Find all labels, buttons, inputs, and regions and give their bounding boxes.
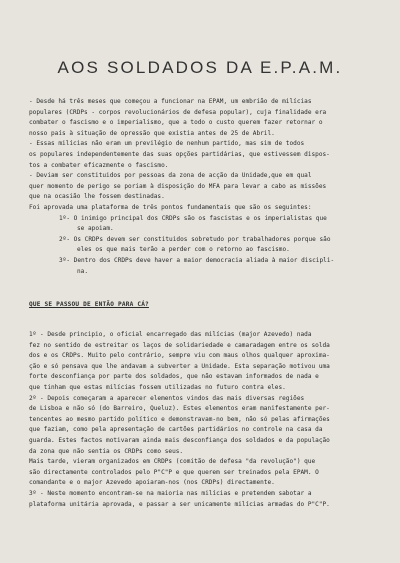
text-line: 1º - Desde principio, o oficial encarregado das milícias (major Azevedo) nada: [29, 331, 312, 338]
text-line: da zona que não sentia os CRDPs como seus.: [29, 447, 184, 455]
text-line: guarda. Estes factos motivaram ainda mais desconfiança dos soldados e da população: [29, 436, 330, 444]
text-line: fez no sentido de estreitar os laços de solidariedade e camaradagem entre os solda: [29, 341, 330, 349]
text-line: 3º - Neste momento encontram-se na maioria nas milícias e pretendem sabotar a: [29, 489, 312, 497]
text-line: que tinham que estas milícias fossem utilizadas no futuro contra eles.: [29, 383, 286, 391]
text-line: - Desde há três meses que começou a funcionar na EPAM, um embrião de milícias: [29, 98, 312, 105]
document-title: AOS SOLDADOS DA E.P.A.M.: [57, 58, 343, 77]
text-line: Foi aprovada uma plataforma de três pontos fundamentais que são os seguintes:: [29, 203, 312, 211]
text-line: eles os que mais terão a perder com o retorno ao fascismo.: [77, 246, 290, 254]
text-line: - Essas milícias não eram um previlégio de nenhum partido, mas sim de todos: [29, 140, 305, 148]
events-section: [29, 330, 385, 510]
text-line: se apoiam.: [77, 225, 114, 233]
platform-point-2: 2º- Os CRDPs devem ser constituidos sobretudo por trabalhadores porque são: [59, 235, 331, 243]
text-line: forte desconfiança por parte dos soldados, que não estavam informados de nada e: [29, 373, 319, 381]
text-line: são directamente controlados pelo P"C"P e que querem ser treinados pela EPAM. O: [29, 468, 319, 476]
section-heading: QUE SE PASSOU DE ENTÃO PARA CÁ?: [29, 301, 149, 308]
text-line: tencentes ao mesmo partido político e demonstravam-no bem, não só pelas afirmações: [29, 415, 330, 423]
platform-point-3: 3º- Dentro dos CRDPs deve haver a maior democracia aliada à maior discipli-: [59, 256, 335, 264]
text-line: tos a combater eficazmente o fascismo.: [29, 161, 169, 169]
text-line: ção e só pensava que lhe andavam a subverter a Unidade. Esta separação motivou uma: [29, 362, 330, 370]
text-line: combater o fascismo e o imperialismo, que a todo o custo querem fazer retornar o: [29, 119, 323, 127]
text-line: plataforma unitária aprovada, e passar a ser unicamente milícias armadas do P"C"P.: [29, 500, 330, 508]
text-line: nosso país à situação de opressão que existia antes de 25 de Abril.: [29, 129, 275, 137]
text-line: Mais tarde, vieram organizados em CRDPs (comitão de defesa "da revolução") que: [29, 458, 316, 466]
section-heading-block: [29, 300, 385, 311]
text-line: quer momento de perigo se poriam à disposição do MFA para levar a cabo as missões: [29, 182, 327, 190]
text-line: dos e os CRDPs. Muito pelo contrário, sempre viu com maus olhos qualquer aproxima-: [29, 352, 330, 360]
intro-section: [29, 97, 385, 277]
text-line: comandante e o major Azevedo apoiaram-nos (nos CRDPs) directamente.: [29, 479, 275, 487]
text-line: que na ocasião lhe fossem destinadas.: [29, 193, 165, 201]
platform-point-1: 1º- O inimigo principal dos CRDPs são os fascistas e os imperialistas que: [59, 214, 327, 222]
text-line: na.: [77, 267, 89, 275]
text-line: que faziam, como pela apresentação de cartões partidários no controle na casa da: [29, 426, 323, 434]
text-line: 2º - Depois começaram a aparecer elementos vindos das mais diversas regiões: [29, 394, 305, 402]
text-line: populares (CRDPs - corpos revolucionários de defesa popular), cuja finalidade era: [29, 108, 327, 116]
text-line: os populares independentemente das suas opções partidárias, que estivessem dispos-: [29, 150, 330, 158]
text-line: - Deviam ser constituidos por pessoas da zona de acção da Unidade,que em qual: [29, 172, 312, 180]
text-line: de Lisboa e não só (do Barreiro, Queluz). Estes elementos eram manifestamente per-: [29, 405, 330, 413]
